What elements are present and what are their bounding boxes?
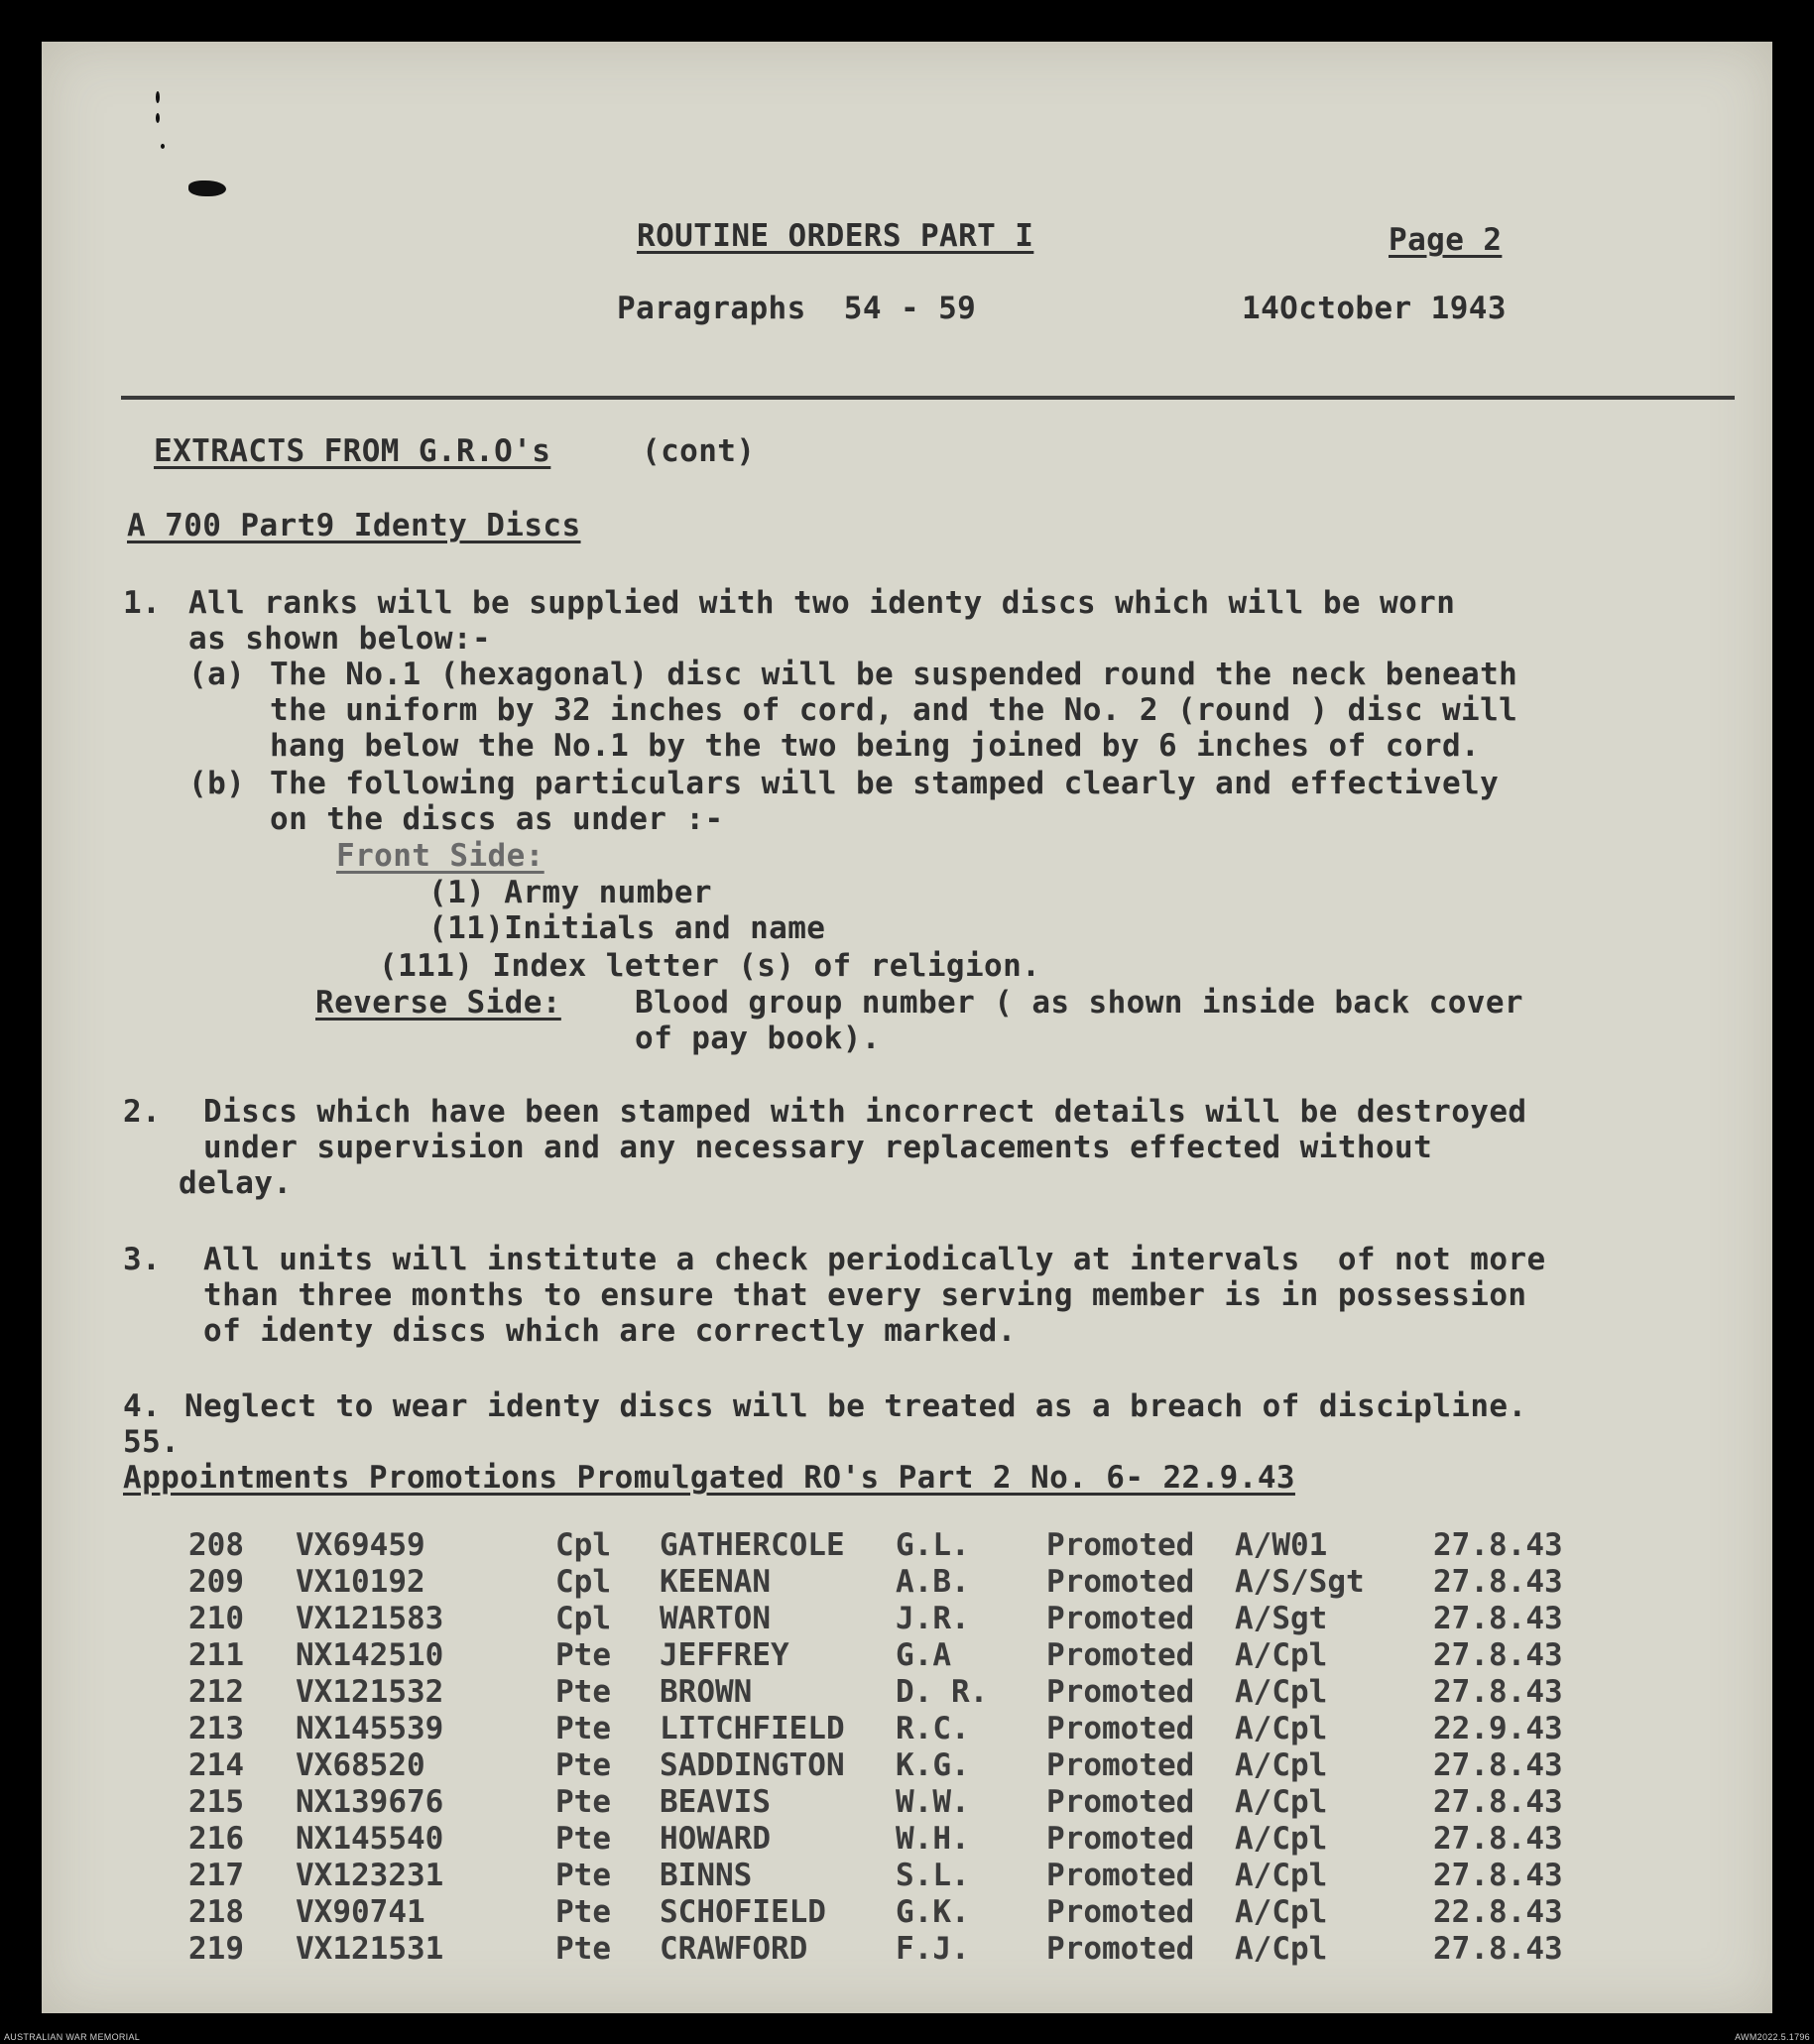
reverse-text: of pay book). — [635, 1021, 881, 1056]
para4-number: 4. — [123, 1388, 162, 1424]
action: Promoted — [1046, 1821, 1195, 1857]
entry-number: 212 — [188, 1674, 244, 1710]
rank: Cpl — [555, 1564, 611, 1600]
section-heading-suffix: (cont) — [642, 433, 756, 469]
section-heading: EXTRACTS FROM G.R.O's — [154, 433, 551, 469]
army-number: VX10192 — [296, 1564, 425, 1600]
army-number: VX123231 — [296, 1858, 444, 1893]
footer-left: AUSTRALIAN WAR MEMORIAL — [4, 2032, 141, 2042]
entry-number: 209 — [188, 1564, 244, 1600]
new-rank: A/Cpl — [1235, 1674, 1328, 1710]
action: Promoted — [1046, 1674, 1195, 1710]
rank: Cpl — [555, 1601, 611, 1636]
document-date: 14October 1943 — [1242, 291, 1507, 326]
new-rank: A/Cpl — [1235, 1858, 1328, 1893]
table-row — [0, 1527, 1814, 1564]
entry-number: 216 — [188, 1821, 244, 1857]
initials: G.A — [896, 1637, 951, 1673]
army-number: NX142510 — [296, 1637, 444, 1673]
document-title: ROUTINE ORDERS PART I — [637, 218, 1034, 254]
new-rank: A/Cpl — [1235, 1711, 1328, 1746]
page-number: Page 2 — [1389, 222, 1503, 258]
entry-number: 218 — [188, 1894, 244, 1930]
table-row — [0, 1637, 1814, 1674]
rank: Pte — [555, 1858, 611, 1893]
new-rank: A/Cpl — [1235, 1747, 1328, 1783]
para1-a-text: the uniform by 32 inches of cord, and the No. 2 (round ) disc will — [270, 692, 1518, 728]
army-number: NX139676 — [296, 1784, 444, 1820]
action: Promoted — [1046, 1527, 1195, 1563]
action: Promoted — [1046, 1858, 1195, 1893]
entry-number: 210 — [188, 1601, 244, 1636]
para1-b-label: (b) — [188, 766, 246, 801]
reverse-text: Blood group number ( as shown inside back cover — [635, 985, 1523, 1021]
surname: WARTON — [660, 1601, 771, 1636]
para3-number: 3. — [123, 1242, 162, 1277]
para1-b-text: on the discs as under :- — [270, 801, 724, 837]
entry-number: 219 — [188, 1931, 244, 1967]
section-subheading: A 700 Part9 Identy Discs — [127, 508, 581, 543]
para55-number: 55. — [123, 1424, 181, 1460]
surname: BROWN — [660, 1674, 753, 1710]
para1-text: All ranks will be supplied with two identy discs which will be worn — [188, 585, 1456, 621]
initials: W.H. — [896, 1821, 970, 1857]
army-number: VX121583 — [296, 1601, 444, 1636]
rank: Cpl — [555, 1527, 611, 1563]
surname: KEENAN — [660, 1564, 771, 1600]
initials: D. R. — [896, 1674, 989, 1710]
para1-a-text: The No.1 (hexagonal) disc will be suspended round the neck beneath — [270, 657, 1518, 692]
reverse-side-label: Reverse Side: — [315, 985, 561, 1021]
rank: Pte — [555, 1637, 611, 1673]
front-item: (111) Index letter (s) of religion. — [379, 948, 1041, 984]
action: Promoted — [1046, 1931, 1195, 1967]
initials: G.K. — [896, 1894, 970, 1930]
army-number: VX69459 — [296, 1527, 425, 1563]
new-rank: A/Cpl — [1235, 1931, 1328, 1967]
new-rank: A/W01 — [1235, 1527, 1328, 1563]
para1-a-label: (a) — [188, 657, 246, 692]
front-item: (11)Initials and name — [428, 910, 826, 946]
entry-number: 217 — [188, 1858, 244, 1893]
header-divider — [121, 396, 1735, 400]
effective-date: 27.8.43 — [1433, 1527, 1563, 1563]
rank: Pte — [555, 1784, 611, 1820]
new-rank: A/S/Sgt — [1235, 1564, 1365, 1600]
front-side-label: Front Side: — [336, 838, 544, 874]
army-number: VX121531 — [296, 1931, 444, 1967]
entry-number: 214 — [188, 1747, 244, 1783]
effective-date: 27.8.43 — [1433, 1601, 1563, 1636]
para2-text: Discs which have been stamped with incorrect details will be destroyed — [203, 1094, 1527, 1130]
effective-date: 27.8.43 — [1433, 1747, 1563, 1783]
pin-mark — [161, 144, 165, 149]
action: Promoted — [1046, 1894, 1195, 1930]
initials: W.W. — [896, 1784, 970, 1820]
surname: GATHERCOLE — [660, 1527, 845, 1563]
effective-date: 27.8.43 — [1433, 1821, 1563, 1857]
para1-a-text: hang below the No.1 by the two being joined by 6 inches of cord. — [270, 728, 1481, 764]
entry-number: 213 — [188, 1711, 244, 1746]
new-rank: A/Cpl — [1235, 1637, 1328, 1673]
surname: BINNS — [660, 1858, 753, 1893]
surname: SADDINGTON — [660, 1747, 845, 1783]
para2-text: under supervision and any necessary replacements effected without — [203, 1130, 1433, 1165]
new-rank: A/Cpl — [1235, 1784, 1328, 1820]
rank: Pte — [555, 1894, 611, 1930]
effective-date: 27.8.43 — [1433, 1674, 1563, 1710]
initials: K.G. — [896, 1747, 970, 1783]
surname: HOWARD — [660, 1821, 771, 1857]
rank: Pte — [555, 1747, 611, 1783]
effective-date: 27.8.43 — [1433, 1931, 1563, 1967]
table-row — [0, 1931, 1814, 1968]
initials: G.L. — [896, 1527, 970, 1563]
action: Promoted — [1046, 1637, 1195, 1673]
effective-date: 27.8.43 — [1433, 1784, 1563, 1820]
army-number: NX145539 — [296, 1711, 444, 1746]
rank: Pte — [555, 1931, 611, 1967]
rank: Pte — [555, 1821, 611, 1857]
table-row — [0, 1858, 1814, 1894]
initials: F.J. — [896, 1931, 970, 1967]
new-rank: A/Cpl — [1235, 1821, 1328, 1857]
para1-text: as shown below:- — [188, 621, 492, 657]
new-rank: A/Cpl — [1235, 1894, 1328, 1930]
table-row — [0, 1674, 1814, 1711]
para55-heading: Appointments Promotions Promulgated RO's Part 2 No. 6- 22.9.43 — [123, 1460, 1295, 1496]
surname: LITCHFIELD — [660, 1711, 845, 1746]
table-row — [0, 1894, 1814, 1931]
effective-date: 27.8.43 — [1433, 1637, 1563, 1673]
para2-number: 2. — [123, 1094, 162, 1130]
surname: CRAWFORD — [660, 1931, 808, 1967]
army-number: VX121532 — [296, 1674, 444, 1710]
para1-number: 1. — [123, 585, 162, 621]
action: Promoted — [1046, 1747, 1195, 1783]
surname: BEAVIS — [660, 1784, 771, 1820]
para3-text: of identy discs which are correctly marked. — [203, 1313, 1017, 1349]
pin-mark — [156, 113, 160, 123]
promotions-table — [0, 1527, 1814, 1984]
effective-date: 22.8.43 — [1433, 1894, 1563, 1930]
table-row — [0, 1821, 1814, 1858]
table-row — [0, 1747, 1814, 1784]
initials: S.L. — [896, 1858, 970, 1893]
action: Promoted — [1046, 1784, 1195, 1820]
surname: SCHOFIELD — [660, 1894, 826, 1930]
rank: Pte — [555, 1674, 611, 1710]
effective-date: 22.9.43 — [1433, 1711, 1563, 1746]
para3-text: than three months to ensure that every serving member is in possession — [203, 1277, 1527, 1313]
punch-hole-mark — [188, 180, 226, 196]
action: Promoted — [1046, 1711, 1195, 1746]
table-row — [0, 1711, 1814, 1747]
table-row — [0, 1564, 1814, 1601]
new-rank: A/Sgt — [1235, 1601, 1328, 1636]
entry-number: 211 — [188, 1637, 244, 1673]
initials: A.B. — [896, 1564, 970, 1600]
action: Promoted — [1046, 1564, 1195, 1600]
initials: J.R. — [896, 1601, 970, 1636]
para1-b-text: The following particulars will be stamped clearly and effectively — [270, 766, 1500, 801]
army-number: NX145540 — [296, 1821, 444, 1857]
table-row — [0, 1601, 1814, 1637]
front-item: (1) Army number — [428, 875, 712, 910]
army-number: VX90741 — [296, 1894, 425, 1930]
surname: JEFFREY — [660, 1637, 789, 1673]
effective-date: 27.8.43 — [1433, 1858, 1563, 1893]
footer-right: AWM2022.5.1796 — [1735, 2032, 1810, 2042]
pin-mark — [156, 91, 160, 103]
para3-text: All units will institute a check periodically at intervals of not more — [203, 1242, 1546, 1277]
initials: R.C. — [896, 1711, 970, 1746]
para2-text: delay. — [179, 1165, 293, 1201]
entry-number: 215 — [188, 1784, 244, 1820]
entry-number: 208 — [188, 1527, 244, 1563]
army-number: VX68520 — [296, 1747, 425, 1783]
table-row — [0, 1784, 1814, 1821]
paragraph-range: Paragraphs 54 - 59 — [617, 291, 977, 326]
para4-text: Neglect to wear identy discs will be treated as a breach of discipline. — [184, 1388, 1527, 1424]
action: Promoted — [1046, 1601, 1195, 1636]
effective-date: 27.8.43 — [1433, 1564, 1563, 1600]
rank: Pte — [555, 1711, 611, 1746]
